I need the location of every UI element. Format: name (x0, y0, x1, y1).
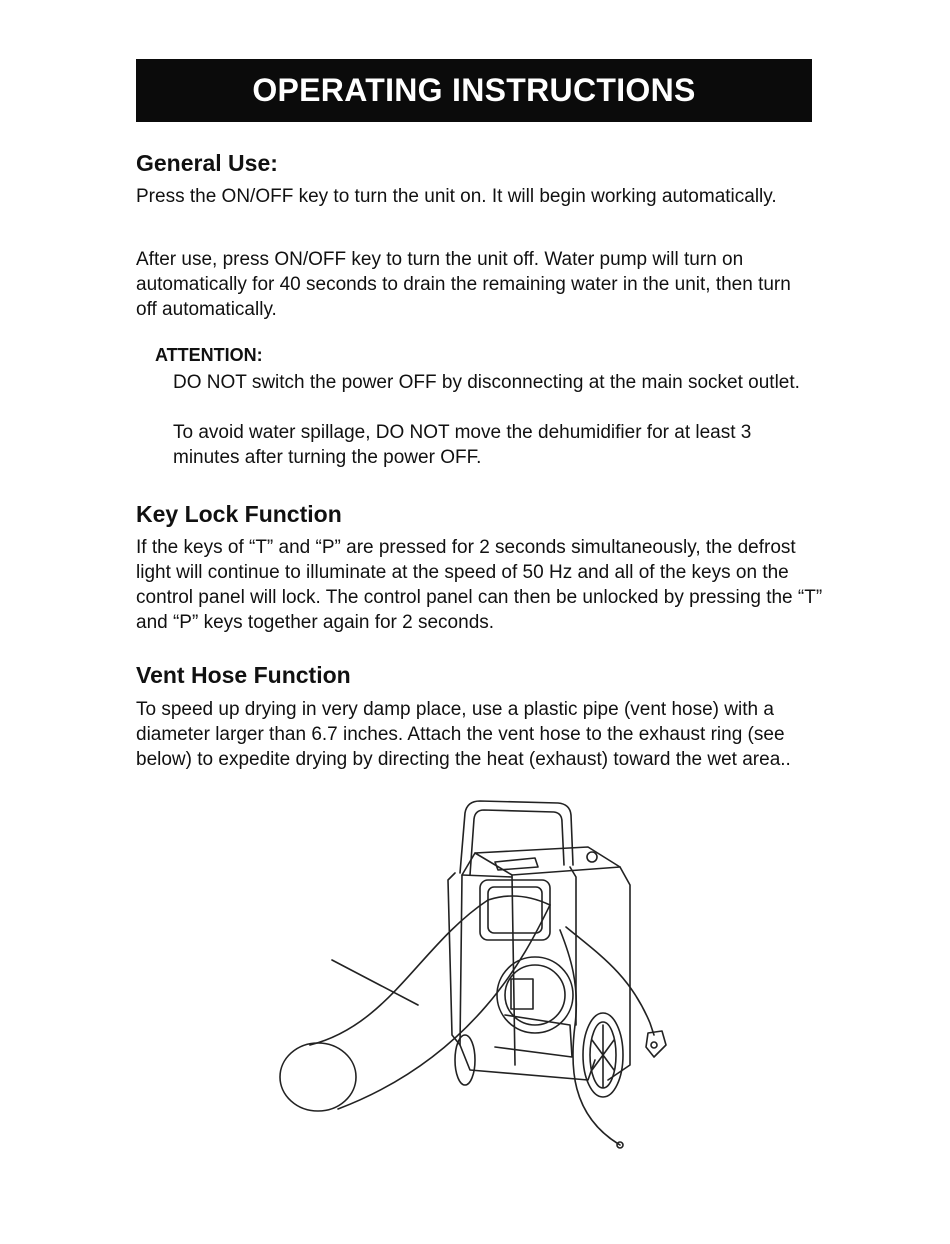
attention-line-2: To avoid water spillage, DO NOT move the dehumidifier for at least 3 minutes after turning the power OFF. (173, 422, 752, 468)
page-title-banner (136, 59, 812, 122)
page-title: OPERATING INSTRUCTIONS (252, 72, 696, 108)
dehumidifier-illustration (270, 795, 680, 1160)
key-lock-paragraph: If the keys of “T” and “P” are pressed for 2 seconds simultaneously, the defrost light will continue to illuminate at the speed of 50 Hz and all of the keys on the control panel will lock. The control panel can then be unlocked by pressing the “T” and “P” keys together again for 2 seconds. (136, 537, 823, 633)
vent-hose-paragraph: To speed up drying in very damp place, use a plastic pipe (vent hose) with a diameter larger than 6.7 inches. Attach the vent hose to the exhaust ring (see below) to expedite drying by directing the heat (exhaust) toward the wet area.. (136, 699, 791, 770)
general-use-heading: General Use: (136, 150, 278, 176)
attention-label: ATTENTION: (155, 345, 263, 365)
attention-line-1: DO NOT switch the power OFF by disconnecting at the main socket outlet. (173, 372, 800, 393)
vent-hose-heading: Vent Hose Function (136, 662, 351, 688)
general-use-paragraph-2: After use, press ON/OFF key to turn the unit off. Water pump will turn on automatically for 40 seconds to drain the remaining water in the unit, then turn off automatically. (136, 249, 791, 320)
key-lock-heading: Key Lock Function (136, 501, 342, 527)
general-use-paragraph-1: Press the ON/OFF key to turn the unit on. It will begin working automatically. (136, 186, 777, 207)
